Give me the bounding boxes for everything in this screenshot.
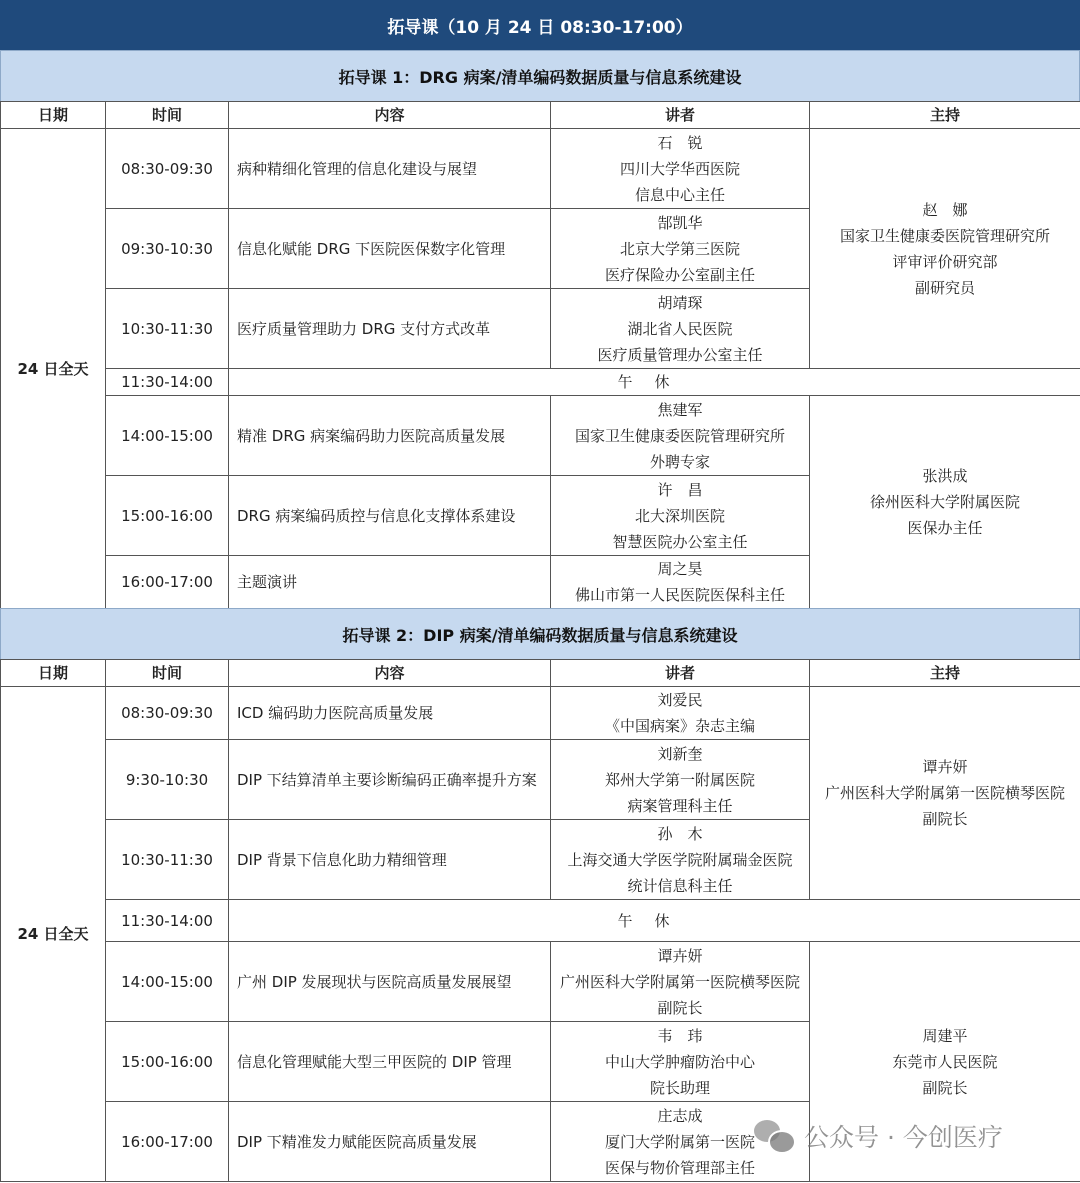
host-name: 赵 娜 — [922, 200, 968, 219]
speaker-name: 焦建军 — [657, 400, 703, 419]
speaker-org: 《中国病案》杂志主编 — [604, 717, 755, 735]
section-2-subtitle: 拓导课 2：DIP 病案/清单编码数据质量与信息系统建设 — [0, 608, 1080, 660]
time-cell: 16:00-17:00 — [106, 556, 229, 609]
col-content: 内容 — [229, 660, 551, 687]
speaker-name: 韦 玮 — [657, 1026, 703, 1045]
page-title: 拓导课（10 月 24 日 08:30-17:00） — [0, 0, 1080, 50]
section-1-subtitle: 拓导课 1：DRG 病案/清单编码数据质量与信息系统建设 — [0, 50, 1080, 102]
speaker-name: 孙 木 — [657, 824, 703, 843]
date-cell: 24 日全天 — [1, 687, 106, 1182]
speaker-name: 许 昌 — [657, 480, 703, 499]
content-cell: 医疗质量管理助力 DRG 支付方式改革 — [229, 289, 551, 369]
column-header-row — [1, 102, 1080, 129]
speaker-name: 庄志成 — [657, 1106, 703, 1125]
time-cell: 08:30-09:30 — [106, 129, 229, 209]
col-speaker: 讲者 — [551, 102, 810, 129]
host-name: 谭卉妍 — [922, 758, 968, 776]
speaker-title: 医疗质量管理办公室主任 — [597, 345, 763, 364]
host-title: 医保办主任 — [907, 519, 983, 537]
speaker-title: 智慧医院办公室主任 — [612, 532, 748, 551]
speaker-org: 四川大学华西医院 — [619, 159, 740, 178]
speaker-org: 郑州大学第一附属医院 — [604, 770, 755, 789]
col-time: 时间 — [106, 102, 229, 129]
speaker-title: 副院长 — [657, 998, 703, 1017]
host-cell — [810, 396, 1080, 609]
speaker-cell — [551, 1022, 810, 1102]
col-time: 时间 — [106, 660, 229, 687]
content-cell: 信息化管理赋能大型三甲医院的 DIP 管理 — [229, 1022, 551, 1102]
speaker-title: 外聘专家 — [649, 452, 710, 471]
content-cell: 精准 DRG 病案编码助力医院高质量发展 — [229, 396, 551, 476]
table-row — [1, 396, 1080, 476]
host-org: 徐州医科大学附属医院 — [869, 493, 1020, 511]
speaker-org: 厦门大学附属第一医院 — [604, 1132, 755, 1151]
watermark-text: 公众号 · 今创医疗 — [804, 1123, 1003, 1152]
speaker-org: 上海交通大学医学院附属瑞金医院 — [567, 850, 793, 869]
speaker-title: 病案管理科主任 — [627, 796, 733, 815]
speaker-title: 统计信息科主任 — [627, 876, 733, 895]
speaker-cell — [551, 209, 810, 289]
speaker-cell — [551, 396, 810, 476]
schedule-table-1 — [0, 101, 1080, 609]
content-cell: DIP 背景下信息化助力精细管理 — [229, 820, 551, 900]
host-org: 广州医科大学附属第一医院横琴医院 — [824, 784, 1065, 802]
time-cell: 9:30-10:30 — [106, 740, 229, 820]
table-row — [1, 687, 1080, 740]
col-date: 日期 — [1, 660, 106, 687]
speaker-cell — [551, 942, 810, 1022]
speaker-cell — [551, 687, 810, 740]
speaker-org: 国家卫生健康委医院管理研究所 — [574, 426, 785, 445]
date-cell: 24 日全天 — [1, 129, 106, 609]
host-name: 周建平 — [922, 1026, 968, 1045]
speaker-name: 胡靖琛 — [657, 293, 703, 312]
host-cell — [810, 687, 1080, 900]
col-host: 主持 — [810, 660, 1080, 687]
speaker-org: 广州医科大学附属第一医院横琴医院 — [559, 972, 800, 991]
host-org: 国家卫生健康委医院管理研究所 — [839, 226, 1050, 245]
lunch-break-cell: 午休 — [229, 900, 1080, 942]
time-cell: 14:00-15:00 — [106, 396, 229, 476]
speaker-name: 谭卉妍 — [657, 946, 703, 965]
content-cell: 病种精细化管理的信息化建设与展望 — [229, 129, 551, 209]
table-row — [1, 129, 1080, 209]
speaker-title: 院长助理 — [649, 1078, 710, 1097]
lunch-row — [1, 900, 1080, 942]
content-cell: 主题演讲 — [229, 556, 551, 609]
speaker-name: 刘新奎 — [657, 744, 703, 763]
content-cell: 信息化赋能 DRG 下医院医保数字化管理 — [229, 209, 551, 289]
col-content: 内容 — [229, 102, 551, 129]
time-cell: 14:00-15:00 — [106, 942, 229, 1022]
content-cell: 广州 DIP 发展现状与医院高质量发展展望 — [229, 942, 551, 1022]
content-cell: ICD 编码助力医院高质量发展 — [229, 687, 551, 740]
table-row — [1, 942, 1080, 1022]
speaker-cell — [551, 740, 810, 820]
time-cell: 15:00-16:00 — [106, 1022, 229, 1102]
host-title: 副研究员 — [914, 278, 975, 297]
host-org: 东莞市人民医院 — [892, 1052, 998, 1071]
speaker-name: 刘爱民 — [657, 691, 703, 709]
speaker-org: 北大深圳医院 — [634, 506, 725, 525]
host-dept: 评审评价研究部 — [892, 252, 998, 271]
host-cell — [810, 129, 1080, 369]
host-title: 副院长 — [922, 810, 968, 828]
speaker-org: 北京大学第三医院 — [619, 239, 740, 258]
speaker-title: 信息中心主任 — [634, 185, 725, 204]
speaker-title: 医保与物价管理部主任 — [604, 1158, 755, 1177]
time-cell: 15:00-16:00 — [106, 476, 229, 556]
column-header-row — [1, 660, 1080, 687]
speaker-org: 湖北省人民医院 — [627, 319, 733, 338]
time-cell: 09:30-10:30 — [106, 209, 229, 289]
col-date: 日期 — [1, 102, 106, 129]
speaker-cell — [551, 556, 810, 609]
time-cell: 11:30-14:00 — [106, 900, 229, 942]
time-cell: 10:30-11:30 — [106, 289, 229, 369]
lunch-break-cell: 午休 — [229, 369, 1080, 396]
time-cell: 11:30-14:00 — [106, 369, 229, 396]
lunch-row — [1, 369, 1080, 396]
time-cell: 08:30-09:30 — [106, 687, 229, 740]
speaker-name: 周之昊 — [657, 560, 703, 578]
time-cell: 10:30-11:30 — [106, 820, 229, 900]
host-name: 张洪成 — [922, 467, 968, 485]
speaker-cell — [551, 820, 810, 900]
time-cell: 16:00-17:00 — [106, 1102, 229, 1182]
wechat-icon — [752, 1118, 796, 1154]
schedule-table-2 — [0, 659, 1080, 1182]
speaker-cell — [551, 476, 810, 556]
watermark — [752, 1118, 1003, 1154]
speaker-cell — [551, 129, 810, 209]
speaker-name: 石 锐 — [657, 133, 703, 152]
speaker-name: 郜凯华 — [657, 213, 703, 232]
speaker-title: 医疗保险办公室副主任 — [604, 265, 755, 284]
speaker-cell — [551, 289, 810, 369]
speaker-org: 佛山市第一人民医院医保科主任 — [574, 586, 785, 604]
content-cell: DIP 下精准发力赋能医院高质量发展 — [229, 1102, 551, 1182]
host-title: 副院长 — [922, 1078, 968, 1097]
content-cell: DRG 病案编码质控与信息化支撑体系建设 — [229, 476, 551, 556]
col-host: 主持 — [810, 102, 1080, 129]
col-speaker: 讲者 — [551, 660, 810, 687]
content-cell: DIP 下结算清单主要诊断编码正确率提升方案 — [229, 740, 551, 820]
speaker-org: 中山大学肿瘤防治中心 — [604, 1052, 755, 1071]
